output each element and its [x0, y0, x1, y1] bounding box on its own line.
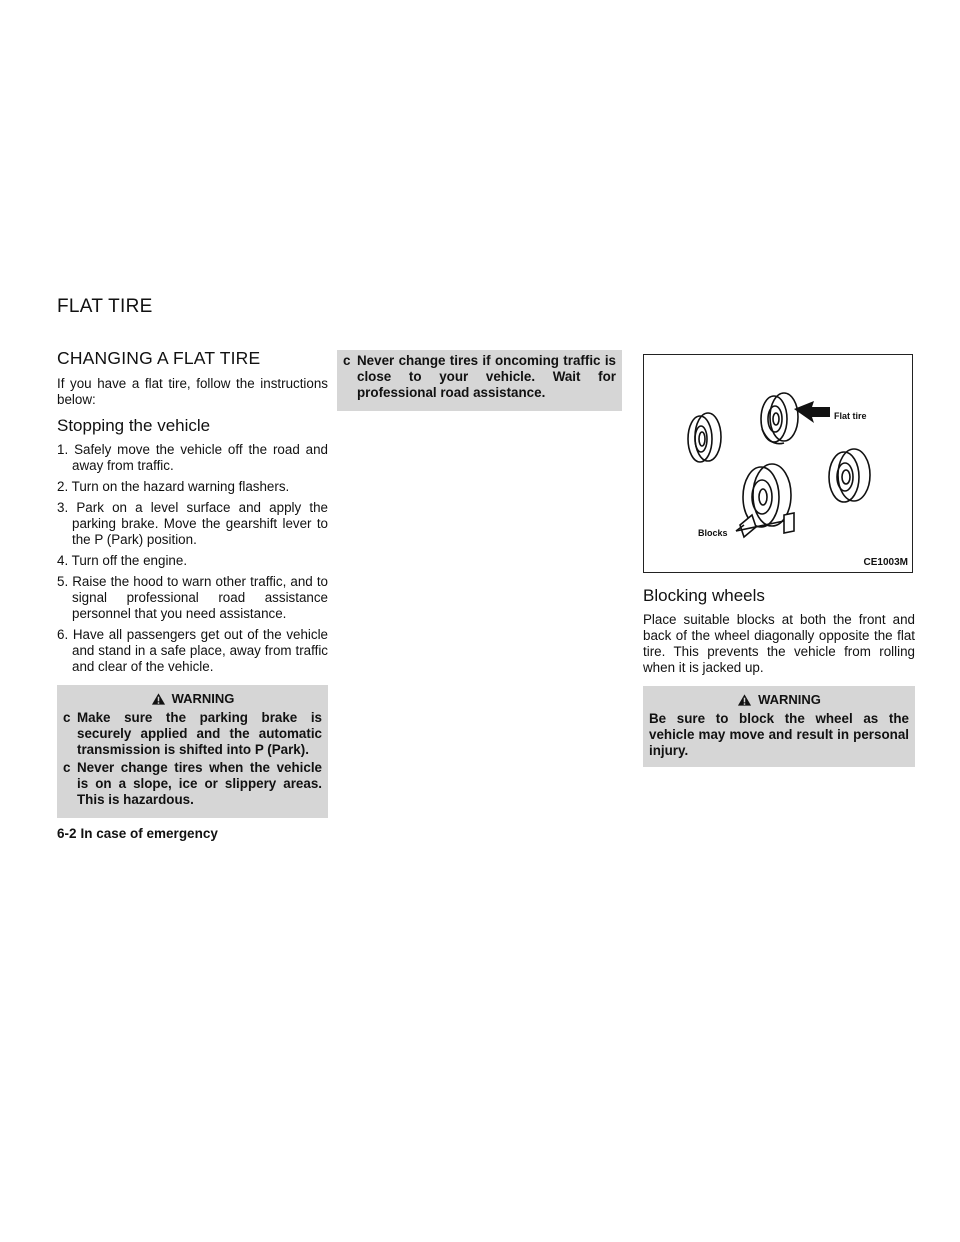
warning-title: WARNING	[171, 691, 235, 706]
wheel-blocking-figure	[643, 354, 913, 573]
page-footer	[57, 826, 218, 841]
steps-list	[57, 442, 328, 675]
warning-box	[57, 685, 328, 818]
page-heading: CHANGING A FLAT TIRE	[57, 348, 261, 368]
warning-header	[649, 692, 909, 707]
warning-box-continued	[337, 350, 622, 411]
tires-illustration	[644, 355, 914, 574]
intro-text: If you have a flat tire, follow the instructions below:	[57, 376, 328, 407]
column-left	[57, 348, 328, 818]
step-item: 5. Raise the hood to warn other traffic, and to signal professional road assistance personnel that you need assistance.	[57, 574, 328, 621]
blocking-text: Place suitable blocks at both the front and back of the wheel diagonally opposite the flat tire. This prevents the vehicle from rolling when it is jacked up.	[643, 612, 915, 675]
step-item: 4. Turn off the engine.	[57, 553, 188, 568]
step-item: 3. Park on a level surface and apply the parking brake. Move the gearshift lever to the P (Park) position.	[57, 500, 328, 547]
step-item: 6. Have all passengers get out of the vehicle and stand in a safe place, away from traffic and clear of the vehicle.	[57, 627, 328, 674]
warning-box-blocking	[643, 686, 915, 767]
warning-triangle-icon	[151, 692, 166, 706]
footer-label: In case of emergency	[80, 826, 218, 841]
warning-item: c Never change tires if oncoming traffic is close to your vehicle. Wait for professional road assistance.	[343, 353, 616, 400]
figure-label-flat-tire: Flat tire	[834, 411, 867, 421]
warning-text: Be sure to block the wheel as the vehicle may move and result in personal injury.	[649, 711, 909, 758]
figure-code: CE1003M	[863, 557, 908, 568]
bullet: c	[343, 353, 351, 368]
warning-item: c Never change tires when the vehicle is on a slope, ice or slippery areas. This is hazardous.	[63, 760, 322, 807]
figure-label-blocks: Blocks	[698, 528, 728, 538]
bullet: c	[63, 710, 71, 725]
warning-title: WARNING	[758, 692, 821, 707]
column-right	[643, 354, 915, 767]
step-item: 1. Safely move the vehicle off the road and away from traffic.	[57, 442, 328, 473]
warning-triangle-icon	[737, 693, 752, 707]
bullet: c	[63, 760, 71, 775]
section-title: FLAT TIRE	[57, 296, 153, 317]
subheading-stopping: Stopping the vehicle	[57, 416, 211, 435]
page-number: 6-2	[57, 826, 77, 841]
warning-header	[63, 691, 322, 706]
warning-item: c Make sure the parking brake is securely applied and the automatic transmission is shifted into P (Park).	[63, 710, 322, 757]
step-item: 2. Turn on the hazard warning flashers.	[57, 479, 290, 494]
subheading-blocking: Blocking wheels	[643, 586, 765, 605]
column-middle	[337, 350, 622, 411]
